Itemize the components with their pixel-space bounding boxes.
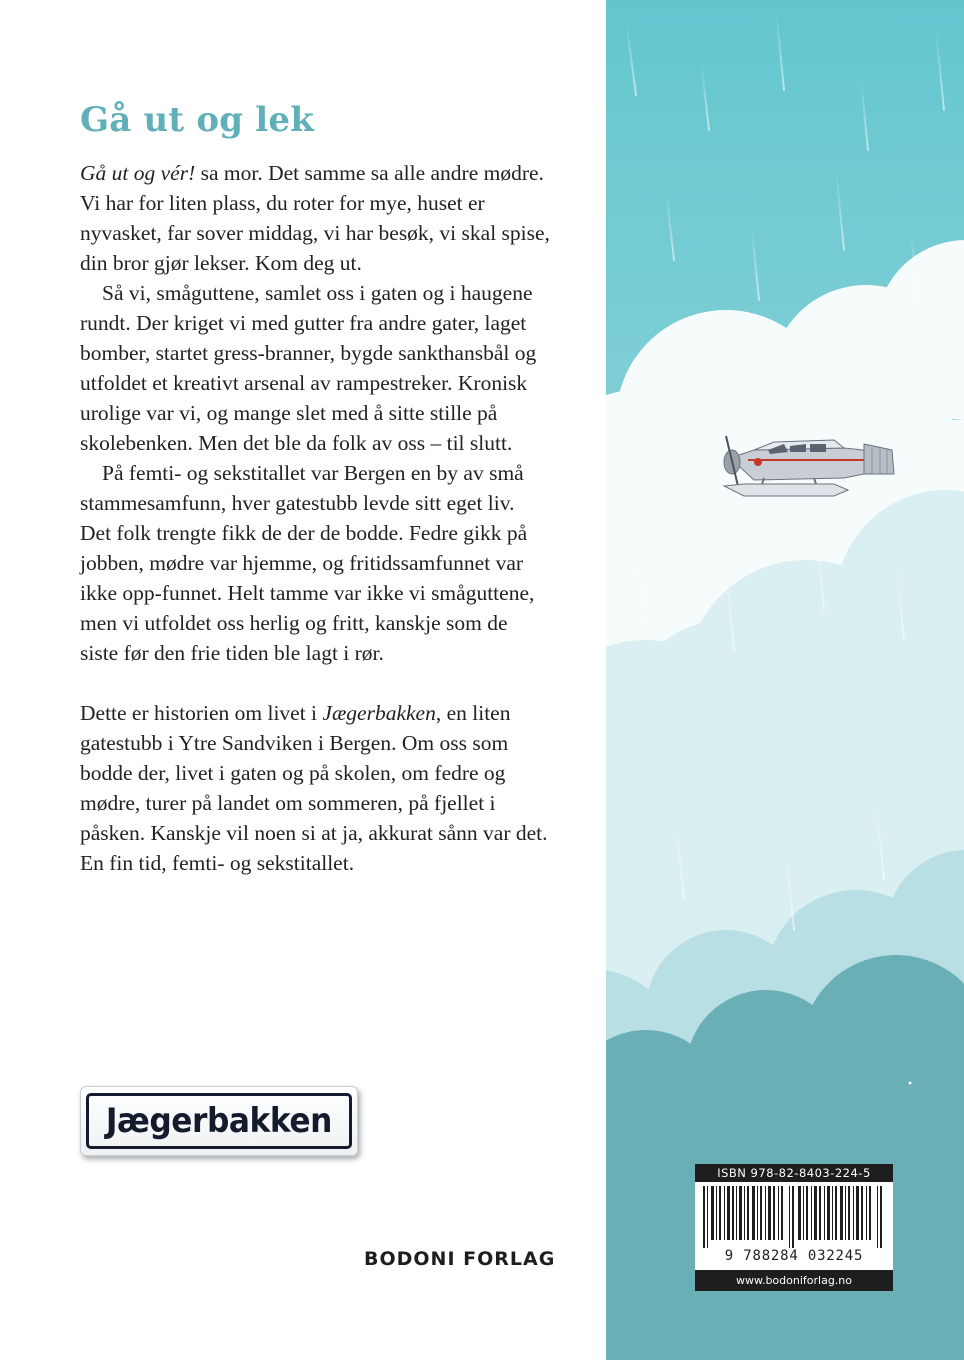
street-sign-text: Jægerbakken — [105, 1101, 333, 1141]
publisher-website: www.bodoniforlag.no — [695, 1270, 893, 1291]
blurb-paragraph-1 — [80, 158, 550, 278]
blurb-italic-title: Jægerbakken — [322, 701, 436, 725]
sky-speck — [909, 1082, 912, 1085]
isbn-barcode-box — [695, 1164, 893, 1291]
back-cover-title: Gå ut og lek — [80, 100, 314, 140]
street-sign — [80, 1086, 358, 1156]
sky-artwork — [606, 0, 964, 1360]
blurb-paragraph-4 — [80, 698, 550, 878]
blurb — [80, 158, 550, 878]
sky-illustration — [606, 0, 964, 1360]
blurb-paragraph-1-text: sa mor. Det samme sa alle andre mødre. Vi har for liten plass, du roter for mye, huset er nyvasket, far sover middag, vi har besøk, vi skal spise, din bror gjør lekser. Kom deg ut. — [80, 161, 550, 275]
blurb-italic-quote: Gå ut og vér! — [80, 161, 196, 185]
blurb-paragraph-3: På femti- og sekstitallet var Bergen en by av små stammesamfunn, hver gatestubb levde sitt eget liv. Det folk trengte fikk de der de bodde. Fedre gikk på jobben, mødre var hjemme, og fritidssamfunnet var ikke opp-funnet. Helt tamme var ikke vi småguttene, men vi utfoldet oss herlig og fritt, kanskje som de siste før den frie tiden ble lagt i rør. — [80, 461, 535, 665]
publisher-name: BODONI FORLAG — [364, 1248, 556, 1270]
street-sign-frame — [86, 1093, 352, 1149]
isbn-label: ISBN 978-82-8403-224-5 — [695, 1164, 893, 1182]
blurb-paragraph-4-rest: , en liten gatestubb i Ytre Sandviken i Bergen. Om oss som bodde der, livet i gaten og på skolen, om fedre og mødre, turer på landet om sommeren, på fjellet i påsken. Kanskje vil noen si at ja, akkurat sånn var det. En fin tid, femti- og sekstitallet. — [80, 701, 548, 875]
blurb-paragraph-4-start: Dette er historien om livet i — [80, 701, 323, 725]
barcode-digits: 9 788284 032245 — [724, 1248, 864, 1264]
blurb-paragraph-2: Så vi, småguttene, samlet oss i gaten og i haugene rundt. Der kriget vi med gutter fra andre gater, laget bomber, startet gress-branner, bygde sankthansbål og utfoldet et kreativt arsenal av rampestreker. Kronisk urolige var vi, og mange slet med å sitte stille på skolebenken. Men det ble da folk av oss – til slutt. — [80, 281, 537, 455]
barcode-icon — [703, 1186, 885, 1248]
